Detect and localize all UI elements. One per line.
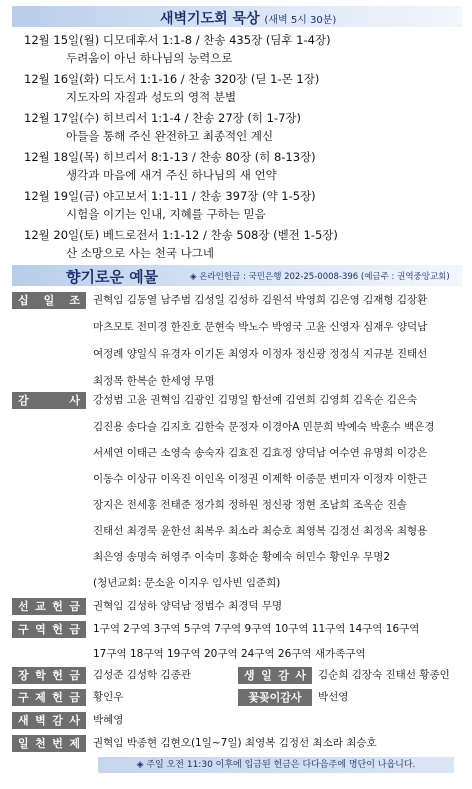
devotion-entry-desc: 생각과 마음에 새겨 주신 하나님의 새 언약 (66, 168, 277, 182)
devotion-title-wrap (160, 8, 336, 28)
birthday-thanks-names: 김순희 김장숙 진태선 황종인 (318, 669, 450, 681)
thanks-names-line: 최은영 송명숙 허영주 이숙미 홍화순 황예숙 허민수 황인우 무명2 (93, 551, 391, 563)
label-char: 새 (18, 714, 29, 727)
thanks-names-line: 진태선 최경묵 윤한선 최복우 최소라 최승호 최영복 김정선 최정옥 최형용 (93, 525, 428, 537)
label-char: 구 (18, 691, 29, 704)
devotion-entry-head: 12월 20일(토) 베드로전서 1:1-12 / 찬송 508장 (벧전 1-5장) (24, 228, 338, 242)
online-offering-note: ◈ 온라인헌금 : 국민은행 202-25-0008-396 (예금주 : 권역중앙교회) (190, 272, 450, 282)
label-char: 일 (261, 669, 272, 682)
scholarship-offering-names: 김성준 김성학 김종관 (93, 669, 191, 681)
tithe-names-line: 여정례 양일식 유경자 이기돈 최영자 이정자 정신광 정정식 지규분 진태선 (93, 348, 428, 360)
tithe-names-line: 마츠모토 전미경 한진호 문현숙 박노수 박영국 고윤 신영자 심재우 양덕남 (93, 321, 428, 333)
thanks-names-line: 서세연 이태근 소영숙 송숙자 김효진 김효정 양덕남 여수연 유명희 이강은 (93, 447, 428, 459)
label-char: 금 (69, 691, 80, 704)
label-char: 감 (18, 394, 29, 407)
relief-offering-label (12, 689, 86, 706)
devotion-entry-head: 12월 18일(목) 히브리서 8:1-13 / 찬송 80장 (히 8-13장) (24, 150, 316, 164)
offering-header-band (12, 265, 462, 286)
label-char: 헌 (52, 600, 63, 613)
district-offering-line: 1구역 2구역 3구역 5구역 7구역 9구역 10구역 11구역 14구역 16구역 (93, 623, 420, 635)
mission-offering-names: 권혁임 김성하 양덕남 정범수 최경덕 무명 (93, 600, 283, 612)
bottom-note: ◈ 주일 오전 11:30 이후에 입금된 헌금은 다다음주에 명단이 나옵니다. (98, 757, 454, 773)
label-char: 생 (244, 669, 255, 682)
thanks-label (12, 392, 86, 409)
label-char: 벽 (35, 714, 46, 727)
thanks-names-line: 김진용 송다슬 김지호 김한숙 문정자 이경아A 민문희 박예숙 박훈수 백은경 (93, 421, 435, 433)
tithe-names-line: 최정목 한복순 한세영 무명 (93, 375, 215, 387)
relief-offering-names: 황인우 (93, 691, 124, 703)
devotion-entry (24, 72, 464, 105)
tithe-label (12, 292, 86, 309)
devotion-entry-desc: 두려움이 아닌 하나님의 능력으로 (66, 51, 233, 65)
label-char: 사 (295, 669, 306, 682)
thanks-names-line: 강성범 고윤 권혁임 김광인 김명일 함선예 김연희 김영희 김옥순 김은숙 (93, 394, 418, 406)
dawn-thanks-label (12, 712, 86, 729)
thanks-youth-line: (청년교회: 문소윤 이지우 임사빈 임준희) (93, 577, 281, 589)
devotion-entry-desc: 지도자의 자질과 성도의 영적 분별 (66, 90, 237, 104)
devotion-entry-head: 12월 16일(화) 디도서 1:1-16 / 찬송 320장 (딛 1-몬 1장) (24, 72, 320, 86)
devotion-entry-desc: 아들을 통해 주신 완전하고 최종적인 계신 (66, 129, 274, 143)
daily-offering-label (12, 735, 86, 752)
district-offering-line: 17구역 18구역 19구역 20구역 24구역 26구역 새가족구역 (93, 648, 366, 660)
devotion-header-band (12, 6, 462, 27)
label-char: 헌 (52, 691, 63, 704)
devotion-entry (24, 189, 464, 222)
label-char: 장 (18, 669, 29, 682)
label-char: 헌 (52, 669, 63, 682)
label-char: 선 (18, 600, 29, 613)
label-char: 일 (18, 737, 29, 750)
label-char: 천 (35, 737, 46, 750)
daily-offering-names: 권혁임 박종현 김현오(1일~7일) 최영복 김정선 최소라 최승호 (93, 737, 377, 749)
label-char: 구 (18, 623, 29, 636)
label-char: 학 (35, 669, 46, 682)
thanks-names-line: 이동수 이상규 이옥진 이인옥 이정권 이제학 이종문 변미자 이정자 이한근 (93, 473, 428, 485)
birthday-thanks-label (238, 667, 312, 684)
offering-title: 향기로운 예물 (66, 268, 159, 286)
label-char: 제 (69, 737, 80, 750)
label-char: 십 (18, 294, 29, 307)
scholarship-offering-label (12, 667, 86, 684)
thanks-names-line: 장지은 전세홍 전태준 정가희 정하원 정신광 정현 조남희 조옥순 진솔 (93, 499, 408, 511)
devotion-title: 새벽기도회 묵상 (160, 11, 260, 27)
flower-thanks-names: 박선영 (318, 691, 349, 703)
devotion-entry-head: 12월 19일(금) 야고보서 1:1-11 / 찬송 397장 (약 1-5장) (24, 189, 316, 203)
district-offering-label (12, 621, 86, 638)
label-char: 역 (35, 623, 46, 636)
devotion-entry (24, 150, 464, 183)
devotion-entry-desc: 시험을 이기는 인내, 지혜를 구하는 믿음 (66, 207, 266, 221)
label-char: 헌 (52, 623, 63, 636)
dawn-thanks-names: 박혜영 (93, 714, 124, 726)
label-char: 금 (69, 600, 80, 613)
label-char: 사 (69, 714, 80, 727)
devotion-entry (24, 111, 464, 144)
devotion-entry-head: 12월 15일(월) 디모데후서 1:1-8 / 찬송 435장 (딤후 1-4장) (24, 33, 331, 47)
devotion-entry-head: 12월 17일(수) 히브리서 1:1-4 / 찬송 27장 (히 1-7장) (24, 111, 302, 125)
label-char: 감 (52, 714, 63, 727)
label-char: 교 (35, 600, 46, 613)
label-char: 금 (69, 669, 80, 682)
tithe-names-line: 권혁임 김동열 남주범 김성일 김성하 김원석 박영희 김은영 김재형 김장환 (93, 294, 428, 306)
flower-thanks-label (238, 689, 312, 706)
label-char: 사 (69, 394, 80, 407)
label-char: 조 (69, 294, 80, 307)
label-char: 감 (278, 669, 289, 682)
label-char: 제 (35, 691, 46, 704)
devotion-entry (24, 228, 464, 261)
label-char: 일 (43, 294, 55, 307)
devotion-subtitle: (새벽 5시 30분) (264, 15, 337, 26)
label-text: 꽃꽂이감사 (248, 691, 302, 704)
label-char: 번 (52, 737, 63, 750)
mission-offering-label (12, 598, 86, 615)
devotion-entry-desc: 산 소망으로 사는 천국 나그네 (66, 246, 214, 260)
label-char: 금 (69, 623, 80, 636)
devotion-entry (24, 33, 464, 66)
